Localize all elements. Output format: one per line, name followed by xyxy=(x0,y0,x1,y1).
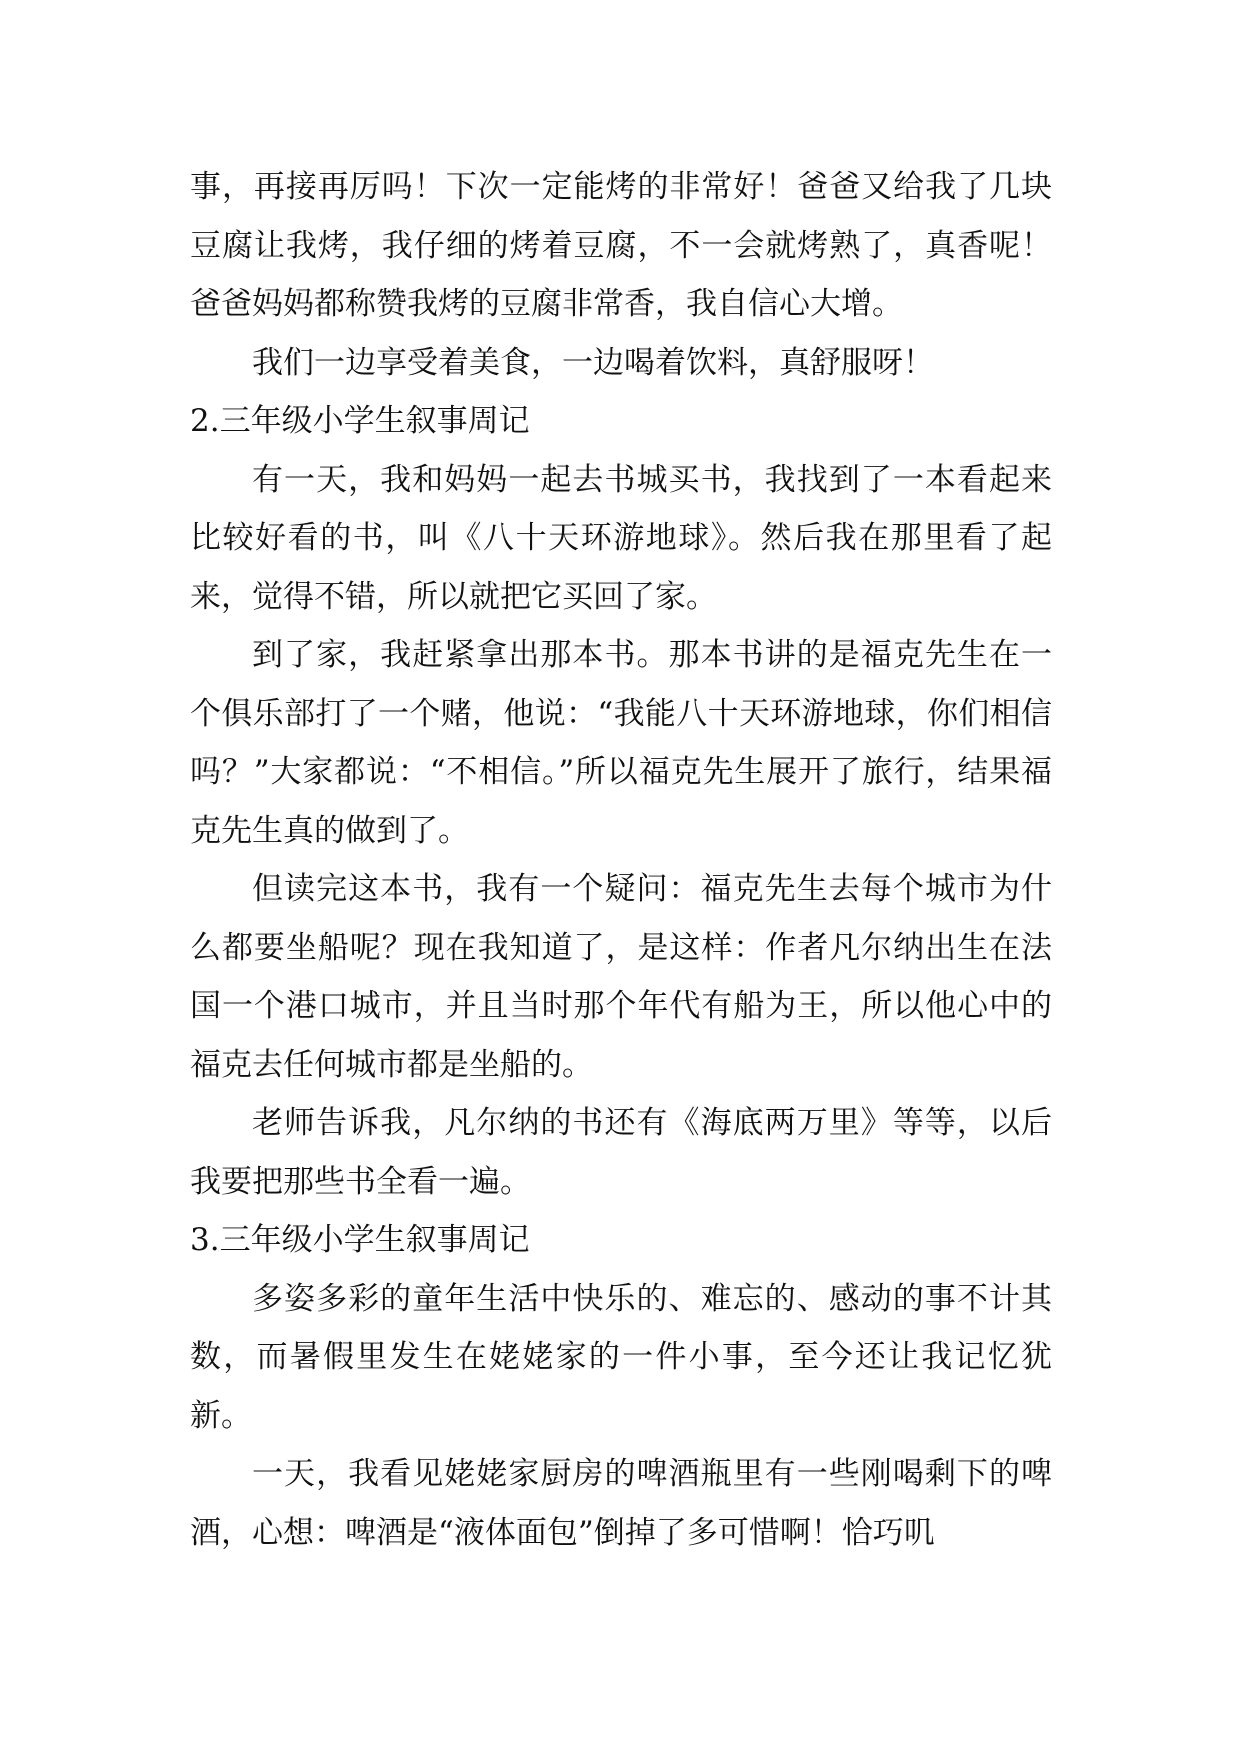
paragraph: 老师告诉我，凡尔纳的书还有《海底两万里》等等，以后我要把那些书全看一遍。 xyxy=(190,1105,1052,1200)
document-body xyxy=(190,158,1052,1562)
paragraph: 有一天，我和妈妈一起去书城买书，我找到了一本看起来比较好看的书，叫《八十天环游地球》。然后我在那里看了起来，觉得不错，所以就把它买回了家。 xyxy=(190,461,1052,615)
paragraph-continuation: 事，再接再厉吗！下次一定能烤的非常好！爸爸又给我了几块豆腐让我烤，我仔细的烤着豆腐，不一会就烤熟了，真香呢！爸爸妈妈都称赞我烤的豆腐非常香，我自信心大增。 xyxy=(190,169,1052,322)
section-heading-3: 3.三年级小学生叙事周记 xyxy=(190,1222,530,1258)
section-heading-2: 2.三年级小学生叙事周记 xyxy=(190,403,530,439)
paragraph: 但读完这本书，我有一个疑问：福克先生去每个城市为什么都要坐船呢？现在我知道了，是这样：作者凡尔纳出生在法国一个港口城市，并且当时那个年代有船为王，所以他心中的福克去任何城市都是坐船的。 xyxy=(190,871,1052,1083)
paragraph: 一天，我看见姥姥家厨房的啤酒瓶里有一些刚喝剩下的啤酒，心想：啤酒是“液体面包”倒掉了多可惜啊！恰巧叽 xyxy=(190,1456,1052,1551)
paragraph: 我们一边享受着美食，一边喝着饮料，真舒服呀！ xyxy=(252,344,934,381)
paragraph: 多姿多彩的童年生活中快乐的、难忘的、感动的事不计其数，而暑假里发生在姥姥家的一件小事，至今还让我记忆犹新。 xyxy=(190,1280,1052,1434)
paragraph: 到了家，我赶紧拿出那本书。那本书讲的是福克先生在一个俱乐部打了一个赌，他说：“我能八十天环游地球，你们相信吗？”大家都说：“不相信。”所以福克先生展开了旅行，结果福克先生真的做到了。 xyxy=(190,637,1052,849)
